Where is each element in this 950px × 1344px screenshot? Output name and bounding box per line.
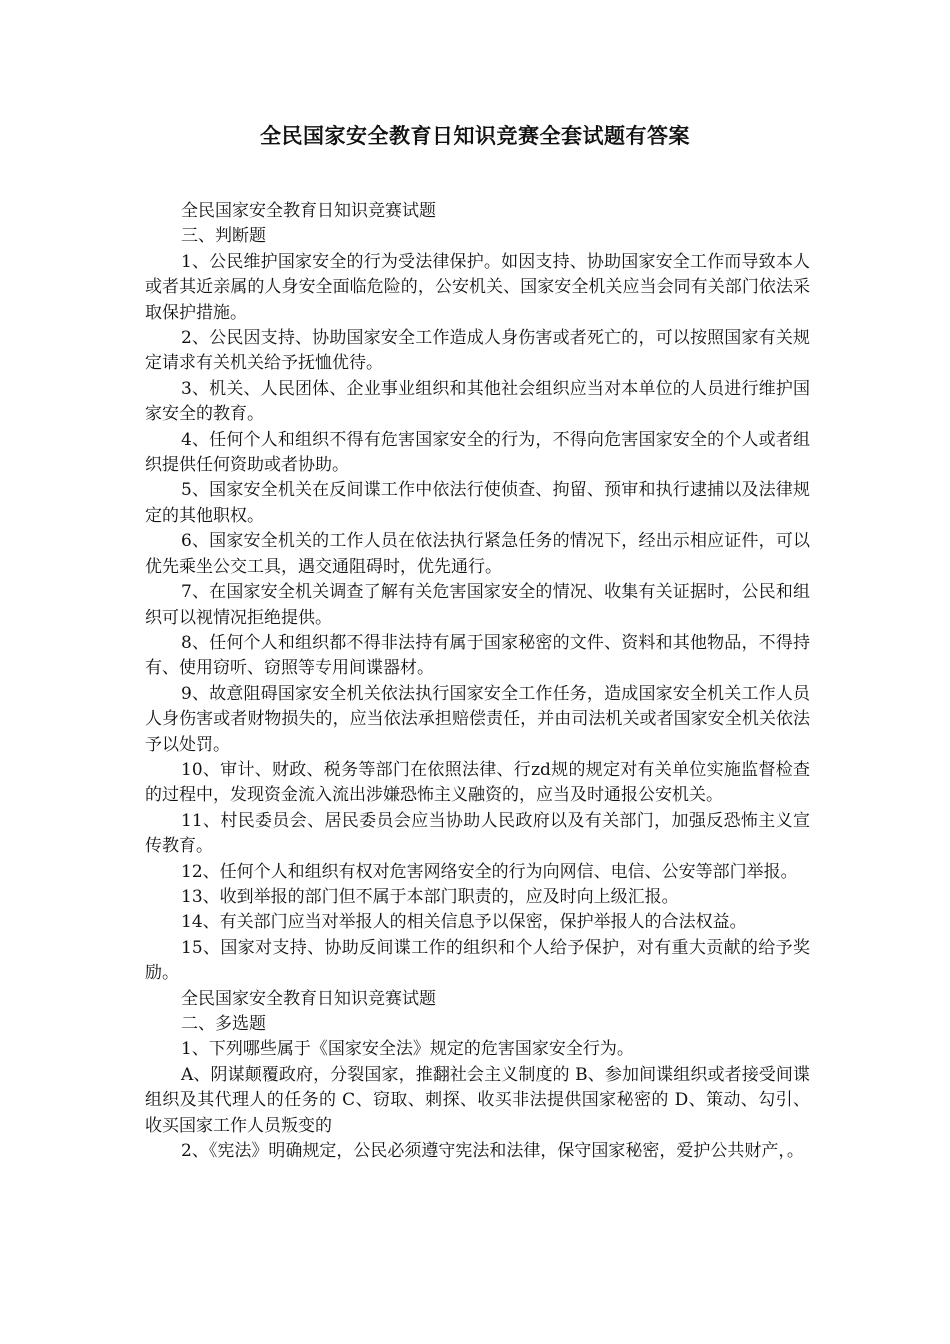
question-paragraph: 15、国家对支持、协助反间谍工作的组织和个人给予保护，对有重大贡献的给予奖励。 xyxy=(145,937,810,984)
question-paragraph: 9、故意阻碍国家安全机关依法执行国家安全工作任务，造成国家安全机关工作人员人身伤害或者财物损失的，应当依法承担赔偿责任，并由司法机关或者国家安全机关依法予以处罚。 xyxy=(145,683,810,755)
question-paragraph: 8、任何个人和组织都不得非法持有属于国家秘密的文件、资料和其他物品，不得持有、使用窃听、窃照等专用间谍器材。 xyxy=(145,632,810,679)
question-paragraph: 13、收到举报的部门但不属于本部门职责的，应及时向上级汇报。 xyxy=(181,886,679,907)
question-paragraph: 3、机关、人民团体、企业事业组织和其他社会组织应当对本单位的人员进行维护国家安全的教育。 xyxy=(145,378,810,425)
document-title: 全民国家安全教育日知识竞赛全套试题有答案 xyxy=(260,124,690,148)
question-paragraph: 10、审计、财政、税务等部门在依照法律、行zd规的规定对有关单位实施监督检查的过程中，发现资金流入流出涉嫌恐怖主义融资的，应当及时通报公安机关。 xyxy=(145,759,810,806)
question-paragraph: 1、公民维护国家安全的行为受法律保护。如因支持、协助国家安全工作而导致本人或者其近亲属的人身安全面临危险的，公安机关、国家安全机关应当会同有关部门依法采取保护措施。 xyxy=(145,251,810,323)
question-paragraph: 2、公民因支持、协助国家安全工作造成人身伤害或者死亡的，可以按照国家有关规定请求有关机关给予抚恤优待。 xyxy=(145,328,810,374)
question-paragraph: 7、在国家安全机关调查了解有关危害国家安全的情况、收集有关证据时，公民和组织可以视情况拒绝提供。 xyxy=(145,582,810,628)
question-paragraph: 2、《宪法》明确规定，公民必须遵守宪法和法律，保守国家秘密，爱护公共财产，。 xyxy=(181,1141,804,1162)
section-heading: 全民国家安全教育日知识竞赛试题 xyxy=(181,201,436,221)
section-subheading: 二、多选题 xyxy=(181,1014,266,1034)
question-paragraph: 5、国家安全机关在反间谍工作中依法行使侦查、拘留、预审和执行逮捕以及法律规定的其他职权。 xyxy=(145,480,810,526)
section-heading: 全民国家安全教育日知识竞赛试题 xyxy=(181,988,436,1009)
answer-options: A、阴谋颠覆政府，分裂国家，推翻社会主义制度的 B、参加间谍组织或者接受间谍组织及其代理人的任务的 C、窃取、刺探、收买非法提供国家秘密的 D、策动、勾引、收买国家工作人员叛变的 xyxy=(145,1064,810,1136)
question-paragraph: 6、国家安全机关的工作人员在依法执行紧急任务的情况下，经出示相应证件，可以优先乘坐公交工具，遇交通阻碍时，优先通行。 xyxy=(145,531,810,577)
question-paragraph: 14、有关部门应当对举报人的相关信息予以保密，保护举报人的合法权益。 xyxy=(181,912,747,933)
section-subheading: 三、判断题 xyxy=(181,226,266,247)
question-paragraph: 1、下列哪些属于《国家安全法》规定的危害国家安全行为。 xyxy=(181,1039,634,1060)
document-body xyxy=(145,199,810,1164)
question-paragraph: 4、任何个人和组织不得有危害国家安全的行为，不得向危害国家安全的个人或者组织提供任何资助或者协助。 xyxy=(145,429,810,476)
question-paragraph: 11、村民委员会、居民委员会应当协助人民政府以及有关部门，加强反恐怖主义宣传教育。 xyxy=(145,810,810,857)
question-paragraph: 12、任何个人和组织有权对危害网络安全的行为向网信、电信、公安等部门举报。 xyxy=(181,861,798,882)
